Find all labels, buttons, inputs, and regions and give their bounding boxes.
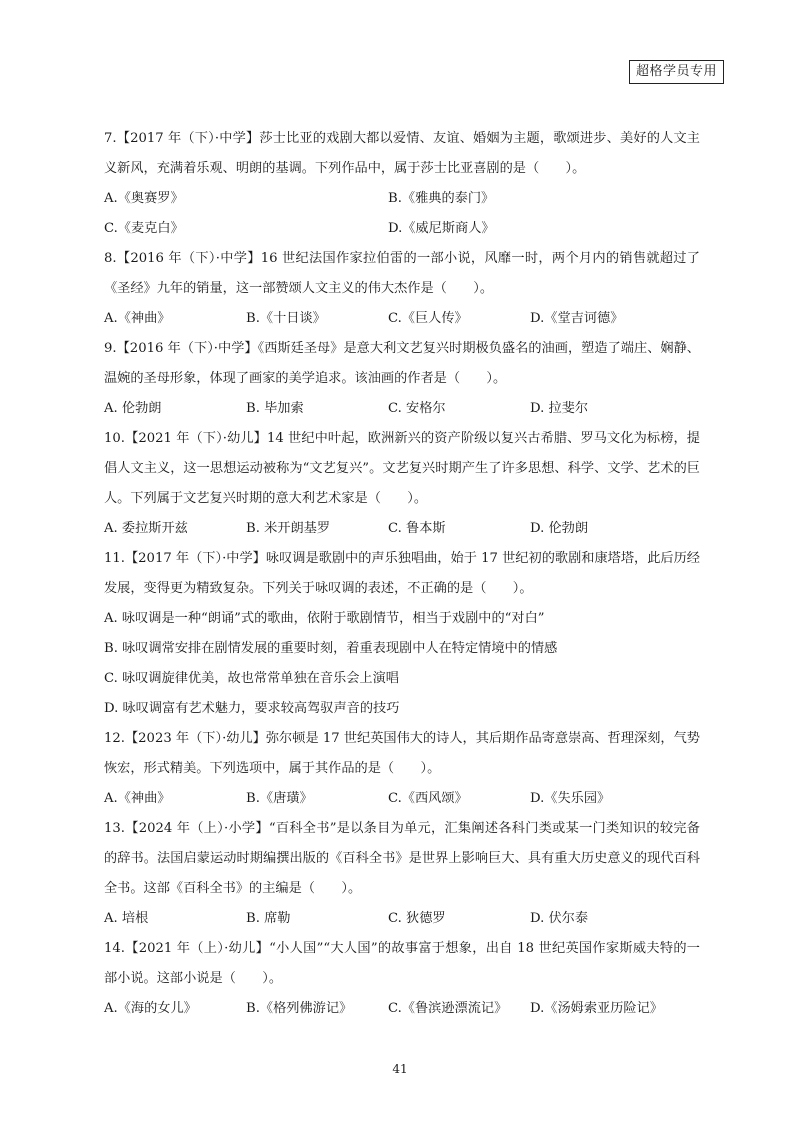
option-b: B.《雅典的泰门》	[388, 191, 495, 206]
question-stem: 11.【2017 年（下）·中学】咏叹调是歌剧中的声乐独唱曲，始于 17 世纪初的歌剧和康塔塔，此后历经发展，变得更为精致复杂。下列关于咏叹调的表述，不正确的是（ ）。	[104, 551, 700, 596]
page-number: 41	[392, 1062, 408, 1076]
question-stem: 14.【2021 年（上）·幼儿】“小人国”“大人国”的故事富于想象，出自 18 世纪英国作家斯威夫特的一部小说。这部小说是（ ）。	[104, 941, 700, 986]
options	[104, 604, 700, 724]
option-d: D.《威尼斯商人》	[388, 221, 495, 236]
option-d: D.《堂吉诃德》	[530, 311, 624, 326]
option-c: C.《鲁滨逊漂流记》	[388, 1001, 508, 1016]
question-stem: 9.【2016 年（下）·中学】《西斯廷圣母》是意大利文艺复兴时期极负盛名的油画，塑造了端庄、娴静、温婉的圣母形象，体现了画家的美学追求。该油画的作者是（ ）。	[104, 341, 700, 386]
option-c: C.《西风颂》	[388, 791, 468, 806]
question-14	[104, 934, 700, 1024]
option-d: D. 伏尔泰	[530, 911, 589, 926]
option-a: A.《奥赛罗》	[104, 191, 184, 206]
options	[104, 904, 700, 934]
option-b: B. 咏叹调常安排在剧情发展的重要时刻，着重表现剧中人在特定情境中的情感	[104, 641, 558, 656]
option-a: A.《神曲》	[104, 311, 171, 326]
question-stem: 7.【2017 年（下）·中学】莎士比亚的戏剧大都以爱情、友谊、婚姻为主题，歌颂进步、美好的人文主义新风，充满着乐观、明朗的基调。下列作品中，属于莎士比亚喜剧的是（ ）。	[104, 131, 700, 176]
option-b: B. 席勒	[246, 911, 291, 926]
option-d: D. 伦勃朗	[530, 521, 589, 536]
option-c: C.《麦克白》	[104, 221, 184, 236]
question-12	[104, 724, 700, 814]
option-a: A. 委拉斯开兹	[104, 521, 188, 536]
option-d: D.《失乐园》	[530, 791, 611, 806]
question-8	[104, 244, 700, 334]
options	[104, 994, 700, 1024]
option-b: B.《格列佛游记》	[246, 1001, 353, 1016]
options	[104, 184, 700, 244]
option-b: B. 米开朗基罗	[246, 521, 331, 536]
question-9	[104, 334, 700, 424]
question-stem: 10.【2021 年（下）·幼儿】14 世纪中叶起，欧洲新兴的资产阶级以复兴古希腊、罗马文化为标榜，提倡人文主义，这一思想运动被称为“文艺复兴”。文艺复兴时期产生了许多思想、科学、文学、艺术的巨人。下列属于文艺复兴时期的意大利艺术家是（ ）。	[104, 431, 700, 506]
option-b: B.《十日谈》	[246, 311, 326, 326]
option-a: A.《神曲》	[104, 791, 171, 806]
question-7	[104, 124, 700, 244]
question-stem: 13.【2024 年（上）·小学】“百科全书”是以条目为单元，汇集阐述各科门类或某一门类知识的较完备的辞书。法国启蒙运动时期编撰出版的《百科全书》是世界上影响巨大、具有重大历史意义的现代百科全书。这部《百科全书》的主编是（ ）。	[104, 821, 700, 896]
option-d: D. 拉斐尔	[530, 401, 589, 416]
option-a: A. 伦勃朗	[104, 401, 162, 416]
option-c: C. 安格尔	[388, 401, 446, 416]
question-13	[104, 814, 700, 934]
option-c: C. 咏叹调旋律优美，故也常常单独在音乐会上演唱	[104, 671, 399, 686]
option-d: D.《汤姆索亚历险记》	[530, 1001, 663, 1016]
options	[104, 394, 700, 424]
option-d: D. 咏叹调富有艺术魅力，要求较高驾驭声音的技巧	[104, 701, 400, 716]
options	[104, 304, 700, 334]
question-stem: 8.【2016 年（下）·中学】16 世纪法国作家拉伯雷的一部小说，风靡一时，两个月内的销售就超过了《圣经》九年的销量，这一部赞颂人文主义的伟大杰作是（ ）。	[104, 251, 700, 296]
option-c: C.《巨人传》	[388, 311, 468, 326]
options	[104, 514, 700, 544]
question-11	[104, 544, 700, 724]
options	[104, 784, 700, 814]
option-a: A. 咏叹调是一种“朗诵”式的歌曲，依附于歌剧情节，相当于戏剧中的“对白”	[104, 611, 545, 626]
option-a: A. 培根	[104, 911, 149, 926]
option-c: C. 狄德罗	[388, 911, 446, 926]
question-list	[104, 124, 700, 1024]
option-a: A.《海的女儿》	[104, 1001, 197, 1016]
option-c: C. 鲁本斯	[388, 521, 446, 536]
header-tag: 超格学员专用	[629, 60, 724, 84]
option-b: B. 毕加索	[246, 401, 304, 416]
option-b: B.《唐璜》	[246, 791, 313, 806]
question-stem: 12.【2023 年（下）·幼儿】弥尔顿是 17 世纪英国伟大的诗人，其后期作品寄意崇高、哲理深刻，气势恢宏，形式精美。下列选项中，属于其作品的是（ ）。	[104, 731, 700, 776]
question-10	[104, 424, 700, 544]
